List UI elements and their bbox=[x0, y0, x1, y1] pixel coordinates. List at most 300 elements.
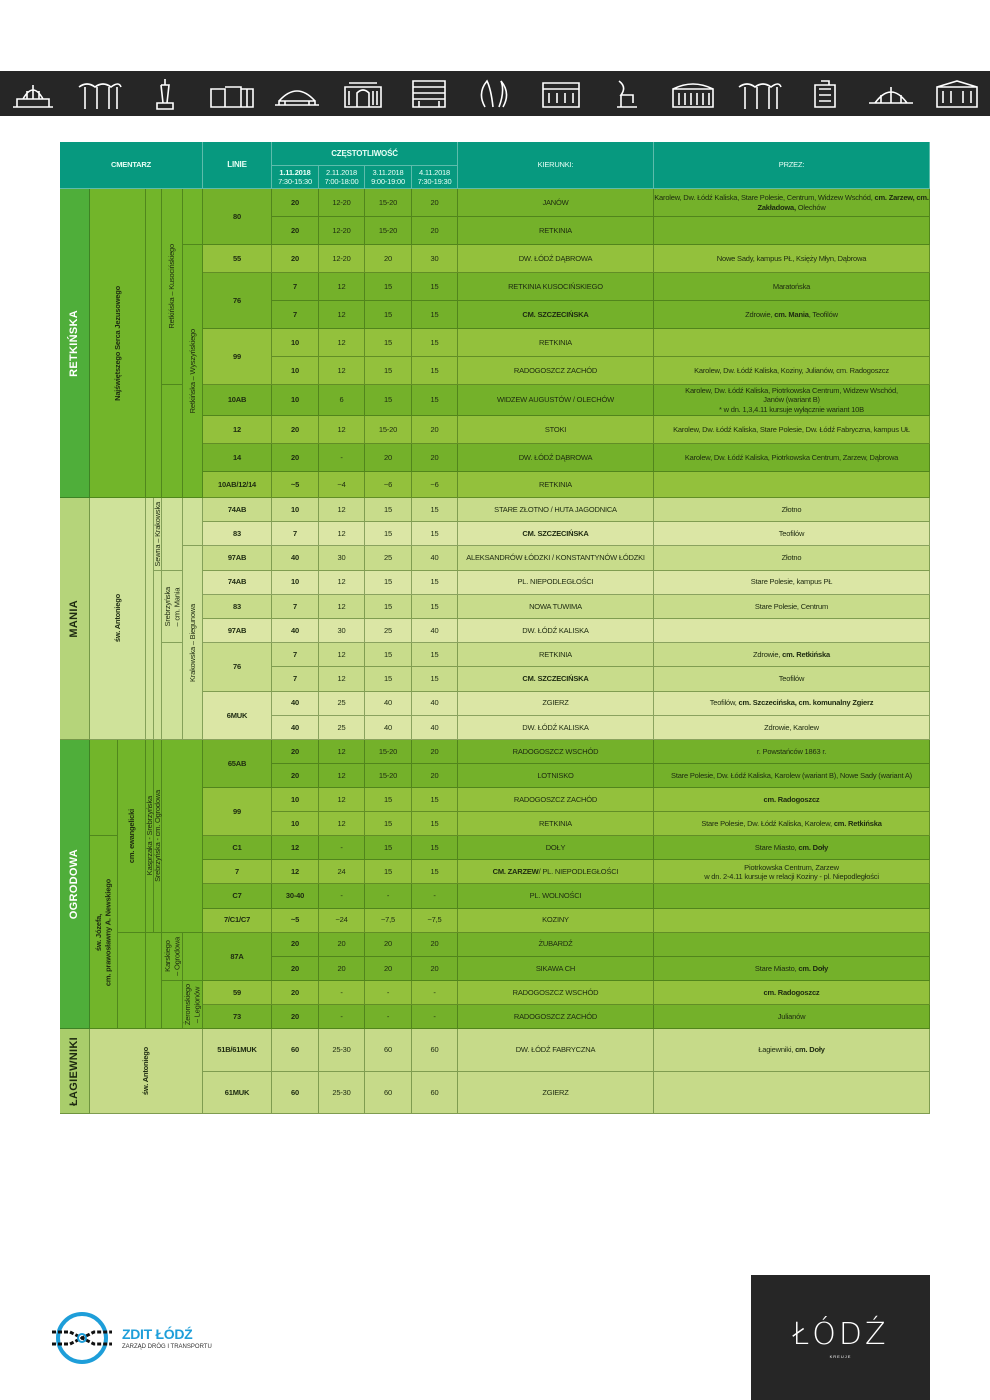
empty-cell bbox=[183, 498, 203, 546]
header-date-1: 1.11.2018 7:30-15:30 bbox=[272, 166, 319, 189]
text: Łagiewniki, bbox=[758, 1045, 796, 1055]
frequency-3: 15 bbox=[365, 595, 412, 619]
direction bbox=[458, 812, 654, 836]
direction bbox=[458, 619, 654, 643]
frequency-4: 15 bbox=[412, 571, 458, 595]
via-stops bbox=[654, 571, 930, 595]
frequency-3: 60 bbox=[365, 1029, 412, 1072]
frequency-4: 30 bbox=[412, 245, 458, 273]
line-number: 87A bbox=[203, 933, 272, 981]
via-stops bbox=[654, 472, 930, 498]
frequency-4: 20 bbox=[412, 444, 458, 472]
frequency-4: 20 bbox=[412, 189, 458, 217]
via-stops bbox=[654, 740, 930, 764]
frequency-2: 6 bbox=[319, 385, 365, 416]
text: RETKINIA bbox=[539, 479, 572, 489]
line-number: 65AB bbox=[203, 740, 272, 788]
direction bbox=[458, 1072, 654, 1115]
frequency-3: 15-20 bbox=[365, 764, 412, 788]
frequency-1: 10 bbox=[272, 329, 319, 357]
frequency-1: 20 bbox=[272, 217, 319, 245]
line-number: 61MUK bbox=[203, 1072, 272, 1115]
line-number: 83 bbox=[203, 595, 272, 619]
text: Karolew, Dw. Łódź Kaliska, Stare Polesie, Dw. Łódź Fabryczna, kampus UŁ bbox=[673, 424, 910, 434]
empty-cell bbox=[118, 933, 146, 1029]
zdit-emblem-icon bbox=[50, 1310, 114, 1366]
tower-block-icon bbox=[801, 77, 849, 111]
text: Teofilów, bbox=[709, 698, 739, 708]
frequency-2: 12 bbox=[319, 416, 365, 444]
direction bbox=[458, 522, 654, 546]
via-stops bbox=[654, 933, 930, 957]
text: DW. ŁÓDŹ KALISKA bbox=[522, 625, 589, 635]
frequency-3: 15 bbox=[365, 301, 412, 329]
frequency-1: ~5 bbox=[272, 909, 319, 933]
frequency-1: 20 bbox=[272, 740, 319, 764]
header-date-3: 3.11.2018 9:00-19:00 bbox=[365, 166, 412, 189]
line-number: 74AB bbox=[203, 571, 272, 595]
lodz-city-logo bbox=[751, 1275, 930, 1400]
frequency-3: 15 bbox=[365, 667, 412, 691]
via-stops bbox=[654, 981, 930, 1005]
street-krakowska-biegunowa: Krakowska – Biegunowa bbox=[183, 546, 203, 740]
line-number: 80 bbox=[203, 189, 272, 245]
street-retkinska-kusocinskiego: Retkińska – Kusocińskiego bbox=[162, 189, 183, 385]
frequency-2: 12 bbox=[319, 595, 365, 619]
chair-monument-icon bbox=[603, 77, 651, 111]
parish-lagiewniki: św. Antoniego bbox=[90, 1029, 203, 1114]
frequency-3: 15-20 bbox=[365, 189, 412, 217]
direction bbox=[458, 498, 654, 522]
frequency-2: 24 bbox=[319, 860, 365, 884]
line-number: 73 bbox=[203, 1005, 272, 1029]
frequency-1: 10 bbox=[272, 385, 319, 416]
frequency-3: 15 bbox=[365, 498, 412, 522]
empty-cell bbox=[90, 740, 118, 836]
text: Zdrowie, bbox=[753, 650, 783, 660]
text: DW. ŁÓDŹ DĄBROWA bbox=[518, 452, 593, 462]
frequency-3: 15 bbox=[365, 357, 412, 385]
bold-text: CM. SZCZECIŃSKA bbox=[522, 309, 589, 319]
frequency-1: 30-40 bbox=[272, 884, 319, 908]
text: Piotrkowska Centrum, Zarzew w dn. 2-4.11 kursuje w relacji Koziny - pl. Niepodległości bbox=[704, 862, 879, 881]
frequency-1: 20 bbox=[272, 444, 319, 472]
text: ŻUBARDŹ bbox=[538, 939, 573, 949]
street-kasprzaka-srebrzynska: Kasprzaka - Srebrzyńska bbox=[146, 740, 154, 933]
frequency-2: - bbox=[319, 884, 365, 908]
frequency-4: 15 bbox=[412, 643, 458, 667]
text: / PL. NIEPODLEGŁOŚCI bbox=[538, 867, 619, 877]
text: , Teofilów bbox=[808, 309, 838, 319]
frequency-1: 20 bbox=[272, 981, 319, 1005]
header-directions: KIERUNKI: bbox=[458, 142, 654, 189]
text: Stare Polesie, kampus PŁ bbox=[750, 577, 833, 587]
bridge-icon bbox=[867, 77, 915, 111]
frequency-4: 15 bbox=[412, 667, 458, 691]
via-stops bbox=[654, 619, 930, 643]
palm-house-icon bbox=[75, 77, 123, 111]
text: Karolew, Dw. Łódź Kaliska, Piotrkowska Centrum, Zarzew, Dąbrowa bbox=[684, 452, 899, 462]
direction bbox=[458, 716, 654, 740]
frequency-1: 20 bbox=[272, 933, 319, 957]
text: RETKINIA KUSOCIŃSKIEGO bbox=[508, 281, 603, 291]
frequency-4: 20 bbox=[412, 416, 458, 444]
frequency-3: 40 bbox=[365, 692, 412, 716]
direction bbox=[458, 385, 654, 416]
line-number: 7 bbox=[203, 860, 272, 884]
text: Stare Miasto, bbox=[754, 963, 799, 973]
frequency-1: 20 bbox=[272, 1005, 319, 1029]
frequency-2: 12 bbox=[319, 329, 365, 357]
frequency-2: ~4 bbox=[319, 472, 365, 498]
frequency-1: 12 bbox=[272, 836, 319, 860]
frequency-1: 20 bbox=[272, 764, 319, 788]
frequency-3: ~7,5 bbox=[365, 909, 412, 933]
frequency-4: 40 bbox=[412, 546, 458, 570]
cemetery-mania: MANIA bbox=[60, 498, 90, 740]
frequency-2: 12 bbox=[319, 812, 365, 836]
text: PL. WOLNOŚCI bbox=[529, 891, 582, 901]
frequency-4: - bbox=[412, 1005, 458, 1029]
frequency-2: 12 bbox=[319, 357, 365, 385]
direction bbox=[458, 546, 654, 570]
frequency-3: 20 bbox=[365, 933, 412, 957]
villa-icon bbox=[537, 77, 585, 111]
frequency-2: 30 bbox=[319, 546, 365, 570]
text: Teofilów bbox=[778, 529, 805, 539]
direction bbox=[458, 301, 654, 329]
frequency-1: 10 bbox=[272, 812, 319, 836]
frequency-4: 15 bbox=[412, 788, 458, 812]
text: Teofilów bbox=[778, 674, 805, 684]
line-number: 14 bbox=[203, 444, 272, 472]
text: Stare Polesie, Dw. Łódź Kaliska, Karolew (wariant B), Nowe Sady (wariant A) bbox=[671, 770, 912, 780]
frequency-3: 15 bbox=[365, 329, 412, 357]
via-stops bbox=[654, 357, 930, 385]
zdit-subtitle: ZARZĄD DRÓG I TRANSPORTU bbox=[122, 1344, 212, 1350]
zdit-name: ZDIT ŁÓDŹ bbox=[122, 1326, 193, 1342]
text: Złotno bbox=[781, 504, 802, 514]
text: Nowe Sady, kampus PŁ, Księży Młyn, Dąbrowa bbox=[716, 253, 867, 263]
bold-text: cm. Mania bbox=[774, 309, 809, 319]
via-stops bbox=[654, 860, 930, 884]
line-number: 6MUK bbox=[203, 692, 272, 740]
direction bbox=[458, 357, 654, 385]
text: RETKINIA bbox=[539, 337, 572, 347]
frequency-4: 40 bbox=[412, 692, 458, 716]
text: ZGIERZ bbox=[542, 698, 569, 708]
empty-cell bbox=[183, 189, 203, 245]
line-number: 10AB/12/14 bbox=[203, 472, 272, 498]
text: STARE ZŁOTNO / HUTA JAGODNICA bbox=[494, 504, 617, 514]
bold-text: cm. Zarzew, cm. Zakładowa, bbox=[757, 193, 929, 212]
line-number: C7 bbox=[203, 884, 272, 908]
text: DW. ŁÓDŹ FABRYCZNA bbox=[515, 1045, 596, 1055]
via-stops bbox=[654, 546, 930, 570]
header-date-2: 2.11.2018 7:00-18:00 bbox=[319, 166, 365, 189]
line-number: 59 bbox=[203, 981, 272, 1005]
via-stops bbox=[654, 301, 930, 329]
text: RETKINIA bbox=[539, 650, 572, 660]
frequency-2: 12-20 bbox=[319, 189, 365, 217]
frequency-3: 15-20 bbox=[365, 416, 412, 444]
frequency-2: 25 bbox=[319, 716, 365, 740]
line-number: 55 bbox=[203, 245, 272, 273]
empty-cell bbox=[162, 740, 203, 933]
frequency-1: 10 bbox=[272, 357, 319, 385]
bold-text: cm. Retkińska bbox=[833, 819, 882, 829]
via-stops bbox=[654, 189, 930, 217]
frequency-4: 15 bbox=[412, 301, 458, 329]
palace-icon bbox=[669, 77, 717, 111]
empty-cell bbox=[162, 981, 183, 1029]
via-stops bbox=[654, 217, 930, 245]
frequency-3: 20 bbox=[365, 444, 412, 472]
frequency-4: 15 bbox=[412, 836, 458, 860]
line-number: 97AB bbox=[203, 619, 272, 643]
frequency-4: 20 bbox=[412, 217, 458, 245]
direction bbox=[458, 884, 654, 908]
frequency-2: 20 bbox=[319, 957, 365, 981]
header-cemetery: CMENTARZ bbox=[60, 142, 203, 189]
frequency-2: 25-30 bbox=[319, 1072, 365, 1115]
schedule-table bbox=[60, 142, 930, 1114]
text: STOKI bbox=[544, 424, 567, 434]
zdit-logo bbox=[50, 1310, 212, 1366]
direction bbox=[458, 1029, 654, 1072]
text: DW. ŁÓDŹ KALISKA bbox=[522, 722, 589, 732]
text: WIDZEW AUGUSTÓW / OLECHÓW bbox=[496, 395, 615, 405]
direction bbox=[458, 189, 654, 217]
line-number: 12 bbox=[203, 416, 272, 444]
text: DOŁY bbox=[545, 843, 566, 853]
text: Złotno bbox=[781, 553, 802, 563]
via-stops bbox=[654, 692, 930, 716]
text: Zdrowie, bbox=[745, 309, 775, 319]
text: Stare Polesie, Dw. Łódź Kaliska, Karolew, bbox=[701, 819, 834, 829]
via-stops bbox=[654, 643, 930, 667]
direction bbox=[458, 571, 654, 595]
text: JANÓW bbox=[542, 197, 569, 207]
frequency-2: - bbox=[319, 1005, 365, 1029]
direction bbox=[458, 667, 654, 691]
frequency-2: 25-30 bbox=[319, 1029, 365, 1072]
line-number: 76 bbox=[203, 273, 272, 329]
frequency-4: 40 bbox=[412, 619, 458, 643]
bold-text: cm. Radogoszcz bbox=[763, 987, 820, 997]
frequency-1: 10 bbox=[272, 788, 319, 812]
frequency-3: 40 bbox=[365, 716, 412, 740]
bold-text: cm. Szczecińska, cm. komunalny Zgierz bbox=[738, 698, 874, 708]
text: Stare Miasto, bbox=[754, 843, 799, 853]
frequency-4: 15 bbox=[412, 329, 458, 357]
header-via: PRZEZ: bbox=[654, 142, 930, 189]
frequency-2: 12 bbox=[319, 571, 365, 595]
text: Maratońska bbox=[772, 281, 811, 291]
empty-cell bbox=[146, 933, 162, 1029]
text: PL. NIEPODLEGŁOŚCI bbox=[517, 577, 594, 587]
empty-cell bbox=[154, 571, 162, 740]
frequency-1: 40 bbox=[272, 619, 319, 643]
via-stops bbox=[654, 909, 930, 933]
frequency-4: ~6 bbox=[412, 472, 458, 498]
cemetery-lagiewniki: ŁAGIEWNIKI bbox=[60, 1029, 90, 1114]
text: SIKAWA CH bbox=[535, 963, 576, 973]
cemetery-ogrodowa: OGRODOWA bbox=[60, 740, 90, 1029]
frequency-4: 15 bbox=[412, 498, 458, 522]
frequency-3: 15-20 bbox=[365, 217, 412, 245]
palace-gate-icon bbox=[339, 77, 387, 111]
via-stops bbox=[654, 329, 930, 357]
direction bbox=[458, 329, 654, 357]
frequency-3: 25 bbox=[365, 546, 412, 570]
direction bbox=[458, 740, 654, 764]
frequency-2: 12 bbox=[319, 498, 365, 522]
frequency-1: 7 bbox=[272, 595, 319, 619]
via-stops bbox=[654, 1072, 930, 1115]
text: RADOGOSZCZ ZACHÓD bbox=[513, 1011, 598, 1021]
frequency-1: 7 bbox=[272, 301, 319, 329]
via-stops bbox=[654, 245, 930, 273]
street-srebrzynska-cm-ogrodowa: Srebrzyńska - cm. Ogrodowa bbox=[154, 740, 162, 933]
line-number: 74AB bbox=[203, 498, 272, 522]
line-number: C1 bbox=[203, 836, 272, 860]
frequency-1: 60 bbox=[272, 1029, 319, 1072]
parish-mania: św. Antoniego bbox=[90, 498, 146, 740]
frequency-4: 40 bbox=[412, 716, 458, 740]
frequency-2: - bbox=[319, 836, 365, 860]
frequency-4: 15 bbox=[412, 595, 458, 619]
frequency-1: 7 bbox=[272, 667, 319, 691]
frequency-4: 20 bbox=[412, 957, 458, 981]
header-frequency: CZĘSTOTLIWOŚĆ bbox=[272, 142, 458, 166]
street-karskiego-ogrodowa: Karskiego – Ogrodowa bbox=[162, 933, 183, 981]
street-srebrzynska-cm-mania: Srebrzyńska – cm. Mania bbox=[162, 571, 183, 644]
frequency-3: 15-20 bbox=[365, 740, 412, 764]
lodz-logo-wordmark: ŁÓDŹ bbox=[792, 1316, 889, 1352]
via-stops bbox=[654, 764, 930, 788]
via-stops bbox=[654, 416, 930, 444]
frequency-2: 12-20 bbox=[319, 245, 365, 273]
via-stops bbox=[654, 884, 930, 908]
frequency-3: 15 bbox=[365, 643, 412, 667]
parish-cm-ewangelicki: cm. ewangelicki bbox=[118, 740, 146, 933]
frequency-1: 20 bbox=[272, 957, 319, 981]
direction bbox=[458, 981, 654, 1005]
direction bbox=[458, 788, 654, 812]
frequency-2: 30 bbox=[319, 619, 365, 643]
text: r. Powstańców 1863 r. bbox=[756, 746, 827, 756]
direction bbox=[458, 860, 654, 884]
landmark-banner bbox=[0, 71, 990, 116]
via-stops bbox=[654, 1005, 930, 1029]
text: Karolew, Dw. Łódź Kaliska, Stare Polesie, Centrum, Widzew Wschód, bbox=[654, 193, 875, 203]
direction bbox=[458, 472, 654, 498]
direction bbox=[458, 444, 654, 472]
text: LOTNISKO bbox=[537, 770, 574, 780]
bold-text: cm. Doły bbox=[798, 963, 829, 973]
empty-cell bbox=[146, 189, 162, 498]
text: NOWA TUWIMA bbox=[529, 601, 582, 611]
line-number: 10AB bbox=[203, 385, 272, 416]
line-number: 83 bbox=[203, 522, 272, 546]
frequency-3: 15 bbox=[365, 522, 412, 546]
via-stops bbox=[654, 836, 930, 860]
text: Zdrowie, Karolew bbox=[764, 722, 819, 732]
bold-text: cm. Doły bbox=[795, 1045, 825, 1055]
header-lines: LINIE bbox=[203, 142, 272, 189]
text: Julianów bbox=[777, 1011, 806, 1021]
direction bbox=[458, 416, 654, 444]
direction bbox=[458, 217, 654, 245]
text: ALEKSANDRÓW ŁÓDZKI / KONSTANTYNÓW ŁÓDZKI bbox=[466, 553, 645, 563]
frequency-1: 10 bbox=[272, 498, 319, 522]
frequency-2: 12 bbox=[319, 522, 365, 546]
frequency-4: 15 bbox=[412, 860, 458, 884]
frequency-3: - bbox=[365, 884, 412, 908]
frequency-2: 12 bbox=[319, 643, 365, 667]
via-stops bbox=[654, 522, 930, 546]
text: KOZINY bbox=[542, 915, 569, 925]
manor-icon bbox=[933, 77, 981, 111]
bold-text: CM. SZCZECIŃSKA bbox=[522, 674, 589, 684]
via-stops bbox=[654, 716, 930, 740]
frequency-4: - bbox=[412, 981, 458, 1005]
direction bbox=[458, 1005, 654, 1029]
text: RADOGOSZCZ WSCHÓD bbox=[512, 746, 599, 756]
line-number: 99 bbox=[203, 329, 272, 385]
frequency-4: 20 bbox=[412, 933, 458, 957]
via-stops bbox=[654, 444, 930, 472]
frequency-2: 12 bbox=[319, 301, 365, 329]
frequency-1: 40 bbox=[272, 546, 319, 570]
street-zeromskiego-legionow: Żeromskiego – Legionów bbox=[183, 981, 203, 1029]
text: RADOGOSZCZ WSCHÓD bbox=[512, 987, 599, 997]
frequency-4: 15 bbox=[412, 273, 458, 301]
direction bbox=[458, 909, 654, 933]
frequency-2: 12 bbox=[319, 788, 365, 812]
frequency-3: 15 bbox=[365, 836, 412, 860]
direction bbox=[458, 245, 654, 273]
via-stops bbox=[654, 812, 930, 836]
bold-text: CM. SZCZECIŃSKA bbox=[522, 529, 589, 539]
railway-station-icon bbox=[9, 77, 57, 111]
empty-cell bbox=[183, 933, 203, 981]
empty-cell bbox=[162, 385, 183, 498]
direction bbox=[458, 643, 654, 667]
frequency-3: 60 bbox=[365, 1072, 412, 1115]
frequency-1: 40 bbox=[272, 692, 319, 716]
frequency-2: - bbox=[319, 981, 365, 1005]
frequency-3: ~6 bbox=[365, 472, 412, 498]
frequency-2: 12-20 bbox=[319, 217, 365, 245]
frequency-4: 15 bbox=[412, 357, 458, 385]
frequency-1: 40 bbox=[272, 716, 319, 740]
frequency-2: - bbox=[319, 444, 365, 472]
frequency-4: - bbox=[412, 884, 458, 908]
frequency-1: 60 bbox=[272, 1072, 319, 1115]
frequency-3: 15 bbox=[365, 385, 412, 416]
text: RADOGOSZCZ ZACHÓD bbox=[513, 365, 598, 375]
direction bbox=[458, 692, 654, 716]
direction bbox=[458, 764, 654, 788]
office-building-icon bbox=[405, 77, 453, 111]
via-stops bbox=[654, 385, 930, 416]
text: Olechów bbox=[795, 202, 826, 212]
direction bbox=[458, 273, 654, 301]
direction bbox=[458, 836, 654, 860]
line-number: 7/C1/C7 bbox=[203, 909, 272, 933]
